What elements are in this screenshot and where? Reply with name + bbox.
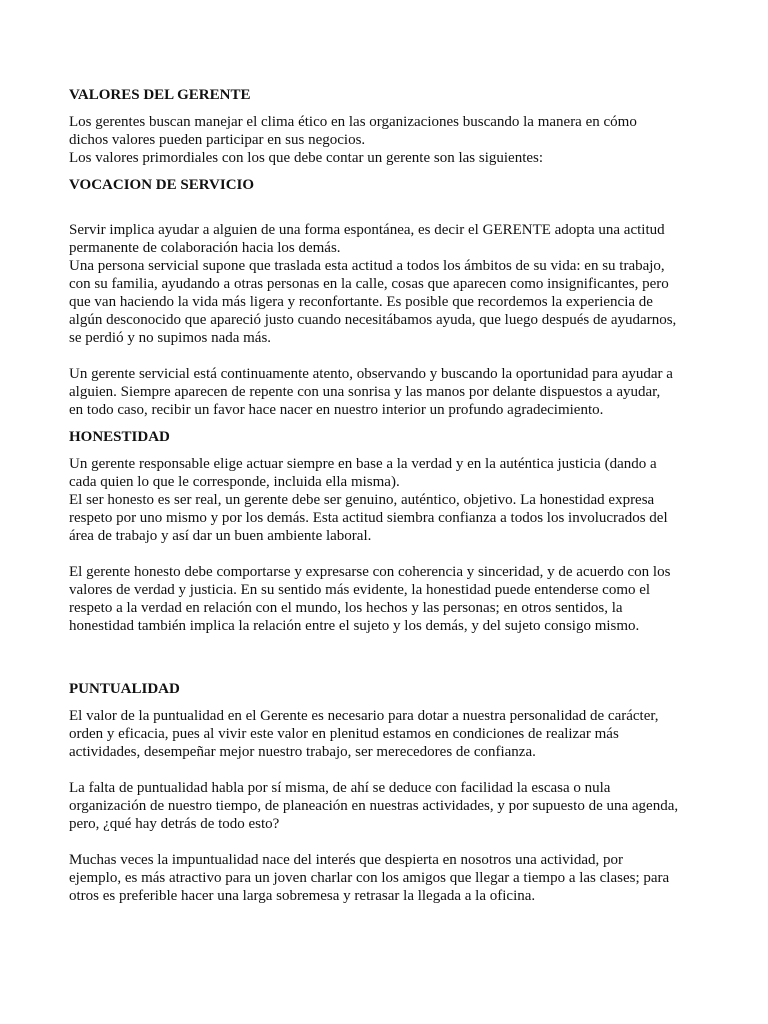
text-line: valores de verdad y justicia. En su sentido más evidente, la honestidad puede entenderse como el xyxy=(69,582,651,598)
paragraph xyxy=(69,221,709,347)
text-line: Una persona servicial supone que traslada esta actitud a todos los ámbitos de su vida: en su trabajo, xyxy=(69,258,665,274)
text-line: área de trabajo y así dar un buen ambiente laboral. xyxy=(69,528,372,544)
text-line: pero, ¿qué hay detrás de todo esto? xyxy=(69,816,280,832)
paragraph xyxy=(69,563,709,635)
paragraph xyxy=(69,851,709,905)
text-line: ejemplo, es más atractivo para un joven charlar con los amigos que llegar a tiempo a las clases; para xyxy=(69,870,670,886)
text-line: permanente de colaboración hacia los demás. xyxy=(69,240,341,256)
text-line: La falta de puntualidad habla por sí misma, de ahí se deduce con facilidad la escasa o nula xyxy=(69,780,611,796)
text-line: Los gerentes buscan manejar el clima ético en las organizaciones buscando la manera en cómo xyxy=(69,114,637,130)
text-line: dichos valores pueden participar en sus negocios. xyxy=(69,132,366,148)
document-page xyxy=(69,86,709,905)
text-line: respeto por uno mismo y por los demás. Esta actitud siembra confianza a todos los involucrados del xyxy=(69,510,668,526)
text-line: Los valores primordiales con los que debe contar un gerente son las siguientes: xyxy=(69,150,544,166)
text-line: El gerente honesto debe comportarse y expresarse con coherencia y sinceridad, y de acuerdo con los xyxy=(69,564,671,580)
text-line: en todo caso, recibir un favor hace nacer en nuestro interior un profundo agradecimiento. xyxy=(69,402,604,418)
paragraph xyxy=(69,707,709,761)
text-line: algún desconocido que apareció justo cuando necesitábamos ayuda, que luego después de ayudarnos, xyxy=(69,312,677,328)
text-line: respeto a la verdad en relación con el mundo, los hechos y las personas; en otros sentidos, la xyxy=(69,600,623,616)
paragraph xyxy=(69,779,709,833)
text-line: alguien. Siempre aparecen de repente con una sonrisa y las manos por delante dispuestos a ayudar, xyxy=(69,384,661,400)
paragraph xyxy=(69,365,709,419)
text-line: organización de nuestro tiempo, de planeación en nuestras actividades, y por supuesto de una agenda, xyxy=(69,798,679,814)
section-heading-honestidad: HONESTIDAD xyxy=(69,429,170,445)
section-heading-vocacion-de-servicio: VOCACION DE SERVICIO xyxy=(69,177,255,193)
text-line: El valor de la puntualidad en el Gerente es necesario para dotar a nuestra personalidad de carácter, xyxy=(69,708,659,724)
text-line: actividades, desempeñar mejor nuestro trabajo, ser merecedores de confianza. xyxy=(69,744,536,760)
text-line: que van haciendo la vida más ligera y reconfortante. Es posible que recordemos la experiencia de xyxy=(69,294,653,310)
text-line: otros es preferible hacer una larga sobremesa y retrasar la llegada a la oficina. xyxy=(69,888,536,904)
text-line: orden y eficacia, pues al vivir este valor en plenitud estamos en condiciones de realizar más xyxy=(69,726,619,742)
text-line: Servir implica ayudar a alguien de una forma espontánea, es decir el GERENTE adopta una actitud xyxy=(69,222,665,238)
section-heading-puntualidad: PUNTUALIDAD xyxy=(69,681,180,697)
text-line: Un gerente responsable elige actuar siempre en base a la verdad y en la auténtica justicia (dando a xyxy=(69,456,657,472)
paragraph xyxy=(69,113,709,167)
text-line: El ser honesto es ser real, un gerente debe ser genuino, auténtico, objetivo. La honestidad expresa xyxy=(69,492,655,508)
section-heading-valores-del-gerente: VALORES DEL GERENTE xyxy=(69,87,251,103)
paragraph xyxy=(69,455,709,545)
text-line: Muchas veces la impuntualidad nace del interés que despierta en nosotros una actividad, por xyxy=(69,852,623,868)
text-line: con su familia, ayudando a otras personas en la calle, cosas que aparecen como insignificantes, pero xyxy=(69,276,669,292)
text-line: honestidad también implica la relación entre el sujeto y los demás, y del sujeto consigo mismo. xyxy=(69,618,640,634)
text-line: se perdió y no supimos nada más. xyxy=(69,330,272,346)
text-line: cada quien lo que le corresponde, incluida ella misma). xyxy=(69,474,400,490)
text-line: Un gerente servicial está continuamente atento, observando y buscando la oportunidad para ayudar a xyxy=(69,366,673,382)
